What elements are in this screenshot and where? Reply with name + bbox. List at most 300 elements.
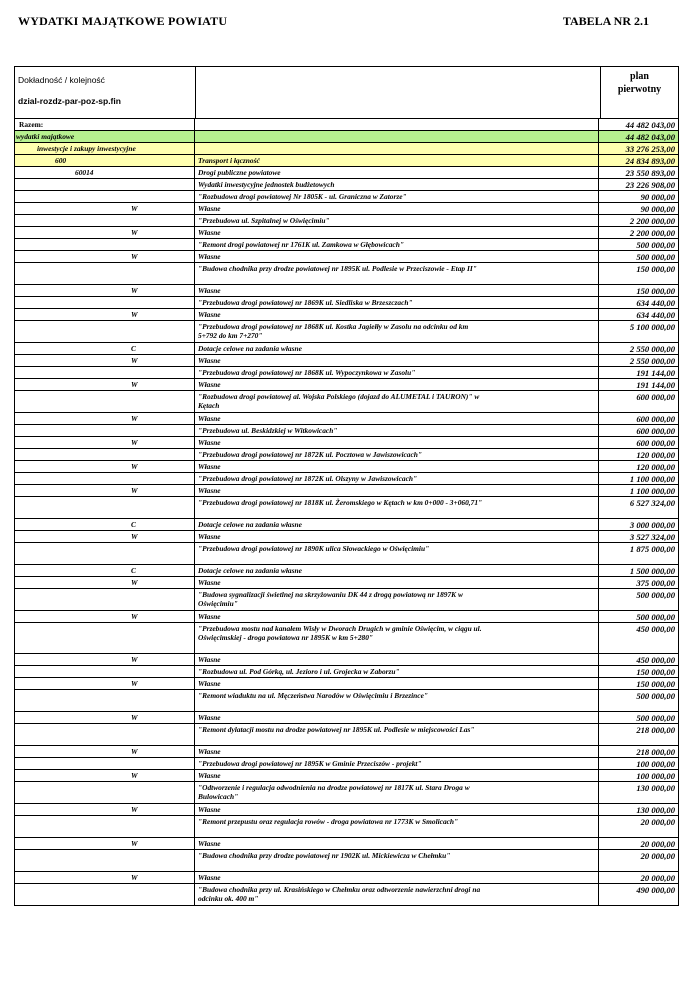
row-code-cell	[15, 531, 195, 542]
row-description: Własne	[198, 462, 221, 471]
row-amount: 130 000,00	[636, 805, 675, 815]
row-code-cell	[15, 449, 195, 460]
row-code: inwestycje i zakupy inwestycyjne	[37, 144, 136, 153]
row-description-cell	[195, 309, 599, 320]
table-row	[15, 623, 678, 654]
table-row	[15, 543, 678, 565]
row-code: W	[131, 462, 138, 471]
row-description: Własne	[198, 228, 221, 237]
row-code-cell	[15, 461, 195, 472]
table-row	[15, 519, 678, 531]
row-description-cell	[195, 654, 599, 665]
row-description-cell	[195, 449, 599, 460]
table-row	[15, 203, 678, 215]
row-amount: 3 000 000,00	[629, 520, 675, 530]
row-amount: 450 000,00	[636, 655, 675, 665]
row-description-cell	[195, 379, 599, 390]
row-amount: 375 000,00	[636, 578, 675, 588]
row-amount: 1 875 000,00	[629, 544, 675, 554]
row-description: Własne	[198, 252, 221, 261]
table-row	[15, 321, 678, 343]
table-row	[15, 215, 678, 227]
row-code-cell	[15, 712, 195, 723]
row-amount: 600 000,00	[636, 392, 675, 402]
row-code-cell	[15, 321, 195, 342]
table-row	[15, 391, 678, 413]
table-row	[15, 724, 678, 746]
row-code-cell	[15, 611, 195, 622]
table-row	[15, 838, 678, 850]
row-description: Dotacje celowe na zadania własne	[198, 344, 302, 353]
row-description: Własne	[198, 532, 221, 541]
table-row	[15, 119, 678, 131]
table-row	[15, 816, 678, 838]
header-col-description	[196, 67, 601, 118]
row-code: W	[131, 532, 138, 541]
row-description-cell	[195, 543, 599, 564]
row-code-cell	[15, 263, 195, 284]
row-code-cell	[15, 473, 195, 484]
row-code: W	[131, 204, 138, 213]
row-description: "Przebudowa ul. Szpitalnej w Oświęcimiu"	[198, 216, 330, 225]
row-description-cell	[195, 611, 599, 622]
row-amount: 2 550 000,00	[629, 356, 675, 366]
row-code-cell	[15, 227, 195, 238]
row-description-cell	[195, 770, 599, 781]
row-description-cell	[195, 437, 599, 448]
row-description-cell	[195, 838, 599, 849]
row-description: "Budowa chodnika przy drodze powiatowej nr 1895K ul. Podlesie w Przeciszowie - Etap II"	[198, 264, 477, 273]
row-description: "Remont drogi powiatowej nr 1761K ul. Zamkowa w Głębowicach"	[198, 240, 404, 249]
row-code-cell	[15, 203, 195, 214]
table-row	[15, 379, 678, 391]
row-description-cell	[195, 782, 599, 803]
row-code-cell	[15, 838, 195, 849]
row-description-cell	[195, 589, 599, 610]
row-code: W	[131, 356, 138, 365]
row-description: Własne	[198, 655, 221, 664]
row-description-cell	[195, 872, 599, 883]
row-code-cell	[15, 251, 195, 262]
header-col-plan	[601, 67, 678, 118]
row-amount: 44 482 043,00	[625, 120, 675, 130]
row-description-cell	[195, 666, 599, 677]
row-amount: 6 527 324,00	[629, 498, 675, 508]
row-code-cell	[15, 497, 195, 518]
table-row	[15, 712, 678, 724]
row-code-cell	[15, 589, 195, 610]
row-amount: 90 000,00	[640, 204, 675, 214]
row-description-cell	[195, 203, 599, 214]
row-code-cell	[15, 239, 195, 250]
row-description-cell	[195, 565, 599, 576]
row-code-cell	[15, 413, 195, 424]
table-body	[15, 119, 678, 905]
row-code-cell	[15, 191, 195, 202]
row-amount: 130 000,00	[636, 783, 675, 793]
row-code-cell	[15, 746, 195, 757]
row-amount: 33 276 253,00	[625, 144, 675, 154]
table-row	[15, 485, 678, 497]
table-number: TABELA NR 2.1	[562, 14, 649, 28]
row-description-cell	[195, 678, 599, 689]
row-code-cell	[15, 437, 195, 448]
row-description-cell	[195, 531, 599, 542]
row-code: 600	[55, 156, 67, 165]
row-code-cell	[15, 678, 195, 689]
header-plan-label: plan	[630, 71, 649, 82]
row-amount: 3 527 324,00	[629, 532, 675, 542]
row-code-cell	[15, 425, 195, 436]
row-description: "Budowa chodnika przy drodze powiatowej nr 1902K ul. Mickiewicza w Chełmku"	[198, 851, 451, 860]
row-code: W	[131, 414, 138, 423]
row-description-cell	[195, 215, 599, 226]
row-description: Własne	[198, 204, 221, 213]
row-amount: 23 550 893,00	[625, 168, 675, 178]
table-header	[15, 67, 678, 119]
row-amount: 218 000,00	[636, 747, 675, 757]
row-description-cell	[195, 758, 599, 769]
row-description-cell	[195, 355, 599, 366]
row-description: "Remont dylatacji mostu na drodze powiatowej nr 1895K ul. Podlesie w miejscowości Las"	[198, 725, 475, 734]
header-precision-label: Dokładność / kolejność	[18, 75, 105, 85]
page-title: WYDATKI MAJĄTKOWE POWIATU	[18, 14, 228, 28]
table-row	[15, 367, 678, 379]
row-description-cell	[195, 724, 599, 745]
row-description: "Przebudowa drogi powiatowej nr 1872K ul. Olszyny w Jawiszowicach"	[198, 474, 418, 483]
row-description: Własne	[198, 713, 221, 722]
row-amount: 1 500 000,00	[629, 566, 675, 576]
row-description-cell	[195, 623, 599, 653]
row-amount: 44 482 043,00	[625, 132, 675, 142]
table-row	[15, 131, 678, 143]
row-amount: 90 000,00	[640, 192, 675, 202]
row-description: "Odtworzenie i regulacja odwodnienia na drodze powiatowej nr 1817K ul. Stara Droga w Bulowicach"	[198, 783, 470, 801]
row-amount: 191 144,00	[636, 380, 675, 390]
row-code-cell	[15, 623, 195, 653]
row-description: "Rozbudowa drogi powiatowej Nr 1805K - ul. Graniczna w Zatorze"	[198, 192, 407, 201]
row-description: "Rozbudowa drogi powiatowej al. Wojska Polskiego (dojazd do ALUMETAL i TAURON)" w Kętach	[198, 392, 480, 410]
row-amount: 100 000,00	[636, 771, 675, 781]
row-description: Własne	[198, 438, 221, 447]
table-row	[15, 263, 678, 285]
row-code: W	[131, 873, 138, 882]
table-row	[15, 746, 678, 758]
row-code: W	[131, 310, 138, 319]
table-row	[15, 167, 678, 179]
row-code-cell	[15, 565, 195, 576]
row-code-cell	[15, 770, 195, 781]
table-row	[15, 179, 678, 191]
row-amount: 100 000,00	[636, 759, 675, 769]
row-code-cell	[15, 343, 195, 354]
row-code-cell	[15, 391, 195, 412]
row-description: Własne	[198, 356, 221, 365]
row-description-cell	[195, 285, 599, 296]
row-code: W	[131, 380, 138, 389]
row-description: "Przebudowa drogi powiatowej nr 1872K ul. Pocztowa w Jawiszowicach"	[198, 450, 422, 459]
row-code-cell	[15, 804, 195, 815]
row-description: Własne	[198, 873, 221, 882]
table-row	[15, 461, 678, 473]
row-code-cell	[15, 666, 195, 677]
table-row	[15, 297, 678, 309]
row-amount: 150 000,00	[636, 286, 675, 296]
row-description-cell	[195, 167, 599, 178]
row-code-cell	[15, 884, 195, 905]
row-code-cell	[15, 179, 195, 190]
row-description-cell	[195, 119, 599, 130]
row-description-cell	[195, 816, 599, 837]
row-description-cell	[195, 884, 599, 905]
table-row	[15, 497, 678, 519]
table-row	[15, 770, 678, 782]
table-row	[15, 531, 678, 543]
row-description-cell	[195, 746, 599, 757]
row-code-cell	[15, 367, 195, 378]
table-row	[15, 309, 678, 321]
row-description: Własne	[198, 286, 221, 295]
row-description-cell	[195, 251, 599, 262]
row-code: W	[131, 228, 138, 237]
row-code: W	[131, 679, 138, 688]
row-code-cell	[15, 654, 195, 665]
row-code-cell	[15, 297, 195, 308]
row-description-cell	[195, 155, 599, 166]
row-code-cell	[15, 143, 195, 154]
row-amount: 500 000,00	[636, 590, 675, 600]
row-description-cell	[195, 712, 599, 723]
row-description: Wydatki inwestycyjne jednostek budżetowych	[198, 180, 335, 189]
row-description: Własne	[198, 414, 221, 423]
row-description-cell	[195, 519, 599, 530]
table-row	[15, 239, 678, 251]
row-amount: 2 200 000,00	[629, 216, 675, 226]
row-code-cell	[15, 519, 195, 530]
row-code-cell	[15, 850, 195, 871]
row-description: "Przebudowa ul. Beskidzkiej w Witkowicach"	[198, 426, 338, 435]
row-code: W	[131, 839, 138, 848]
row-description-cell	[195, 191, 599, 202]
table-row	[15, 678, 678, 690]
row-description-cell	[195, 297, 599, 308]
row-code: 60014	[75, 168, 94, 177]
row-description: Własne	[198, 771, 221, 780]
row-amount: 150 000,00	[636, 264, 675, 274]
row-description: "Przebudowa drogi powiatowej nr 1869K ul. Siedliska w Brzeszczach"	[198, 298, 413, 307]
row-amount: 500 000,00	[636, 612, 675, 622]
row-code: C	[131, 566, 136, 575]
row-code-cell	[15, 782, 195, 803]
table-row	[15, 437, 678, 449]
table-row	[15, 251, 678, 263]
row-description-cell	[195, 690, 599, 711]
row-code: W	[131, 655, 138, 664]
row-amount: 150 000,00	[636, 667, 675, 677]
row-description-cell	[195, 804, 599, 815]
row-amount: 490 000,00	[636, 885, 675, 895]
row-amount: 634 440,00	[636, 310, 675, 320]
row-code-cell	[15, 355, 195, 366]
row-amount: 150 000,00	[636, 679, 675, 689]
table-row	[15, 565, 678, 577]
row-description-cell	[195, 239, 599, 250]
row-code: wydatki majątkowe	[16, 132, 75, 141]
row-description-cell	[195, 473, 599, 484]
row-description: "Remont przepustu oraz regulacja rowów - droga powiatowa nr 1773K w Smolicach"	[198, 817, 459, 826]
row-code-cell	[15, 119, 195, 130]
row-description-cell	[195, 321, 599, 342]
row-code: W	[131, 486, 138, 495]
row-description-cell	[195, 227, 599, 238]
row-code-cell	[15, 816, 195, 837]
budget-table	[14, 66, 679, 906]
row-code-cell	[15, 577, 195, 588]
row-amount: 5 100 000,00	[629, 322, 675, 332]
row-amount: 500 000,00	[636, 252, 675, 262]
row-description-cell	[195, 391, 599, 412]
row-code: Razem:	[19, 120, 44, 129]
row-description: "Przebudowa drogi powiatowej nr 1868K ul. Kostka Jagiełły w Zasolu na odcinku od km 5+792 do km 7+270"	[198, 322, 469, 340]
row-code: W	[131, 713, 138, 722]
row-code: C	[131, 520, 136, 529]
table-row	[15, 690, 678, 712]
row-amount: 600 000,00	[636, 426, 675, 436]
row-description-cell	[195, 497, 599, 518]
row-description: Własne	[198, 839, 221, 848]
row-code-cell	[15, 543, 195, 564]
row-code-cell	[15, 872, 195, 883]
table-row	[15, 155, 678, 167]
table-row	[15, 804, 678, 816]
row-description: "Przebudowa mostu nad kanałem Wisły w Dworach Drugich w gminie Oświęcim, w ciągu ul. Oświęcimskiej - droga powiatowa nr 1895K w km 5+280"	[198, 624, 482, 642]
row-amount: 1 100 000,00	[629, 474, 675, 484]
row-amount: 20 000,00	[640, 839, 675, 849]
row-description: Dotacje celowe na zadania własne	[198, 566, 302, 575]
table-row	[15, 143, 678, 155]
row-code: W	[131, 438, 138, 447]
table-row	[15, 872, 678, 884]
table-row	[15, 191, 678, 203]
row-description: "Przebudowa drogi powiatowej nr 1868K ul. Wypoczynkowa w Zasolu"	[198, 368, 416, 377]
table-row	[15, 611, 678, 623]
row-amount: 2 200 000,00	[629, 228, 675, 238]
row-description: "Remont wiaduktu na ul. Męczeństwa Narodów w Oświęcimiu i Brzezince"	[198, 691, 428, 700]
row-code: W	[131, 252, 138, 261]
row-description: Drogi publiczne powiatowe	[198, 168, 281, 177]
row-code-cell	[15, 724, 195, 745]
row-code: W	[131, 805, 138, 814]
row-description-cell	[195, 131, 599, 142]
header-col-code	[15, 67, 196, 118]
row-code-cell	[15, 309, 195, 320]
row-description: "Rozbudowa ul. Pod Górką, ul. Jezioro i ul. Grojecka w Zaborzu"	[198, 667, 400, 676]
row-description: Własne	[198, 310, 221, 319]
table-row	[15, 884, 678, 905]
table-row	[15, 355, 678, 367]
row-amount: 2 550 000,00	[629, 344, 675, 354]
row-description: Własne	[198, 679, 221, 688]
table-row	[15, 285, 678, 297]
row-code: W	[131, 771, 138, 780]
row-description: "Budowa chodnika przy ul. Krasińskiego w Chełmku oraz odtworzenie nawierzchni drogi na odcinku ok. 400 m"	[198, 885, 481, 903]
row-description-cell	[195, 577, 599, 588]
row-code-cell	[15, 485, 195, 496]
row-description-cell	[195, 179, 599, 190]
row-description: Własne	[198, 612, 221, 621]
row-amount: 500 000,00	[636, 713, 675, 723]
table-row	[15, 227, 678, 239]
row-description: "Przebudowa drogi powiatowej nr 1818K ul. Żeromskiego w Kętach w km 0+000 - 3+060,71"	[198, 498, 483, 507]
row-code-cell	[15, 167, 195, 178]
row-amount: 23 226 908,00	[625, 180, 675, 190]
row-description: Własne	[198, 578, 221, 587]
row-description-cell	[195, 143, 599, 154]
row-description-cell	[195, 425, 599, 436]
row-code-cell	[15, 131, 195, 142]
header-plan-sublabel: pierwotny	[617, 84, 662, 95]
row-description-cell	[195, 850, 599, 871]
row-amount: 120 000,00	[636, 450, 675, 460]
row-description: Dotacje celowe na zadania własne	[198, 520, 302, 529]
table-row	[15, 343, 678, 355]
row-amount: 634 440,00	[636, 298, 675, 308]
row-description: Własne	[198, 486, 221, 495]
row-description-cell	[195, 461, 599, 472]
row-description-cell	[195, 343, 599, 354]
table-row	[15, 449, 678, 461]
table-row	[15, 425, 678, 437]
row-code: W	[131, 286, 138, 295]
table-row	[15, 850, 678, 872]
row-description-cell	[195, 263, 599, 284]
row-code: W	[131, 747, 138, 756]
row-description-cell	[195, 485, 599, 496]
header-classification-label: dzial-rozdz-par-poz-sp.fin	[18, 96, 121, 106]
row-amount: 1 100 000,00	[629, 486, 675, 496]
row-code-cell	[15, 155, 195, 166]
row-amount: 600 000,00	[636, 438, 675, 448]
row-amount: 20 000,00	[640, 851, 675, 861]
table-row	[15, 758, 678, 770]
table-row	[15, 413, 678, 425]
table-row	[15, 577, 678, 589]
row-amount: 500 000,00	[636, 240, 675, 250]
row-code: C	[131, 344, 136, 353]
table-row	[15, 782, 678, 804]
row-description: "Budowa sygnalizacji świetlnej na skrzyżowaniu DK 44 z drogą powiatową nr 1897K w Oświęcimiu"	[198, 590, 463, 608]
row-code-cell	[15, 285, 195, 296]
row-code: W	[131, 612, 138, 621]
row-description: Transport i łączność	[198, 156, 260, 165]
row-description: Własne	[198, 805, 221, 814]
row-description: "Przebudowa drogi powiatowej nr 1890K ulica Słowackiego w Oświęcimiu"	[198, 544, 430, 553]
row-amount: 600 000,00	[636, 414, 675, 424]
row-description: "Przebudowa drogi powiatowej nr 1895K w Gminie Przeciszów - projekt"	[198, 759, 422, 768]
row-description: Własne	[198, 747, 221, 756]
row-description-cell	[195, 413, 599, 424]
row-code-cell	[15, 758, 195, 769]
row-amount: 20 000,00	[640, 817, 675, 827]
table-row	[15, 473, 678, 485]
row-amount: 24 834 893,00	[625, 156, 675, 166]
row-code-cell	[15, 215, 195, 226]
row-amount: 20 000,00	[640, 873, 675, 883]
row-amount: 120 000,00	[636, 462, 675, 472]
row-amount: 218 000,00	[636, 725, 675, 735]
row-amount: 191 144,00	[636, 368, 675, 378]
table-row	[15, 666, 678, 678]
